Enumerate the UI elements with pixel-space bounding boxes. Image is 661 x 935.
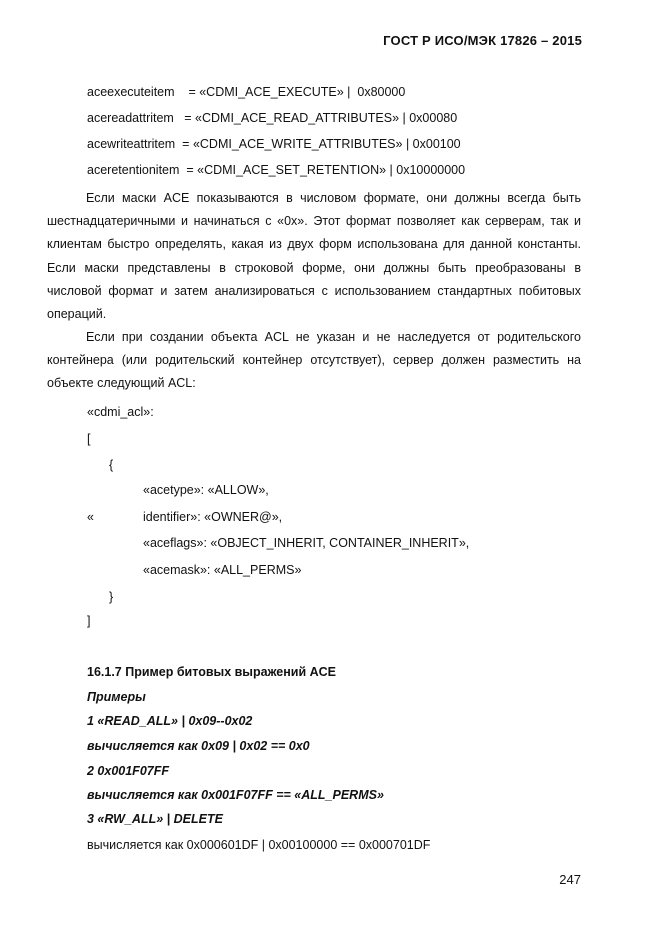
- code-close-bracket: ]: [87, 614, 91, 628]
- example-2-eval: вычисляется как 0x001F07FF == «ALL_PERMS»: [87, 788, 384, 802]
- example-3: 3 «RW_ALL» | DELETE: [87, 812, 223, 826]
- paragraph-default-acl: [47, 326, 581, 396]
- def-line-writeattr: acewriteattritem = «CDMI_ACE_WRITE_ATTRIBUTES» | 0x00100: [87, 137, 461, 151]
- code-aceflags: «aceflags»: «OBJECT_INHERIT, CONTAINER_INHERIT»,: [143, 536, 470, 550]
- example-1-eval: вычисляется как 0x09 | 0x02 == 0x0: [87, 739, 310, 753]
- paragraph-mask-format-text: Если маски ACE показываются в числовом формате, они должны всегда быть шестнадцатеричными и начинаться с «0x». Этот формат позволяет как серверам, так и клиентам быстро определять, какая из двух форм использована для данной константы. Если маски представлены в строковой форме, они должны быть преобразованы в числовой формат и затем анализироваться с использованием стандартных побитовых операций.: [47, 191, 581, 322]
- def-line-retention: aceretentionitem = «CDMI_ACE_SET_RETENTION» | 0x10000000: [87, 163, 466, 177]
- examples-label: Примеры: [87, 690, 146, 704]
- code-acetype: «acetype»: «ALLOW»,: [143, 483, 269, 497]
- page-number: 247: [559, 872, 581, 887]
- code-identifier: identifier»: «OWNER@»,: [143, 510, 283, 524]
- def-line-execute: aceexecuteitem = «CDMI_ACE_EXECUTE» | 0x80000: [87, 85, 406, 99]
- code-quote-mark: «: [87, 510, 94, 524]
- code-acemask: «acemask»: «ALL_PERMS»: [143, 563, 302, 577]
- section-title: 16.1.7 Пример битовых выражений ACE: [87, 665, 336, 679]
- example-3-eval: вычисляется как 0x000601DF | 0x00100000 == 0x000701DF: [87, 838, 431, 852]
- code-open-bracket: [: [87, 432, 91, 446]
- code-open-brace: {: [109, 458, 114, 472]
- code-cdmi-acl: «cdmi_acl»:: [87, 405, 154, 419]
- code-close-brace: }: [109, 590, 114, 604]
- document-header: ГОСТ Р ИСО/МЭК 17826 – 2015: [383, 33, 582, 48]
- example-2: 2 0x001F07FF: [87, 764, 169, 778]
- paragraph-default-acl-text: Если при создании объекта ACL не указан и не наследуется от родительского контейнера (или родительский контейнер отсутствует), сервер должен разместить на объекте следующий ACL:: [47, 330, 581, 391]
- paragraph-mask-format: [47, 187, 581, 326]
- def-line-readattr: acereadattritem = «CDMI_ACE_READ_ATTRIBUTES» | 0x00080: [87, 111, 458, 125]
- example-1: 1 «READ_ALL» | 0x09--0x02: [87, 714, 253, 728]
